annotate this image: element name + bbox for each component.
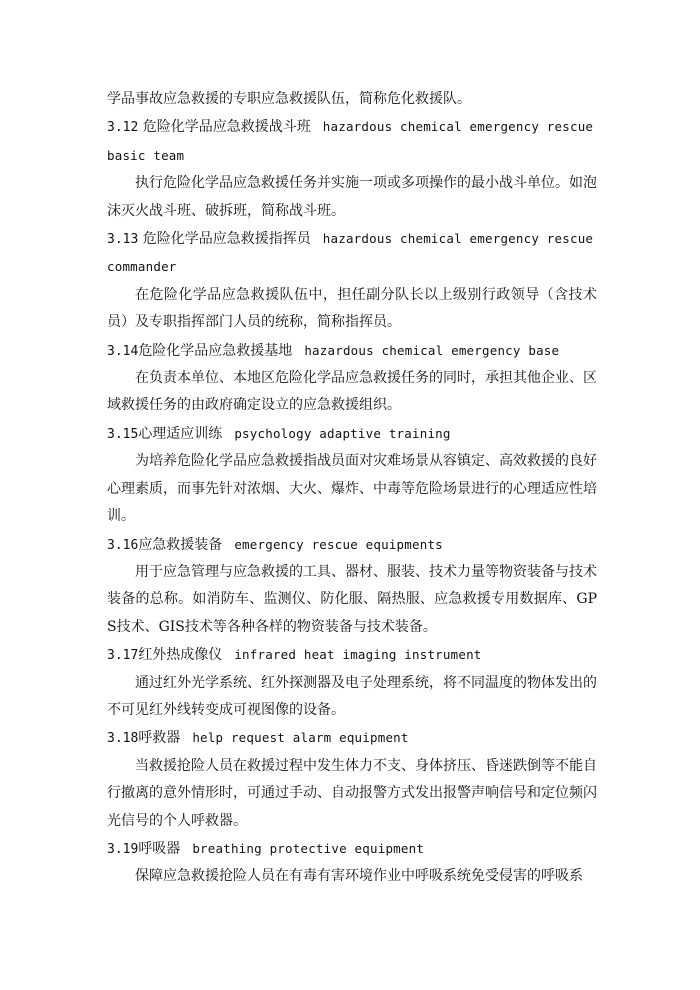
term-definition: 通过红外光学系统、红外探测器及电子处理系统，将不同温度的物体发出的不可见红外线转变成可视图像的设备。 bbox=[107, 674, 597, 718]
term-definition: 当救援抢险人员在救援过程中发生体力不支、身体挤压、昏迷跌倒等不能自行撤离的意外情形时，可通过手动、自动报警方式发出报警声响信号和定位频闪光信号的个人呼救器。 bbox=[107, 757, 597, 829]
term-english: hazardous chemical emergency rescue commander bbox=[107, 231, 594, 275]
term-chinese: 心理适应训练 bbox=[138, 425, 223, 442]
term-chinese: 呼救器 bbox=[138, 730, 181, 747]
term-heading bbox=[107, 641, 597, 669]
term-definition: 在负责本单位、本地区危险化学品应急救援任务的同时，承担其他企业、区域救援任务的由政府确定设立的应急救援组织。 bbox=[107, 370, 597, 414]
term-definition: 保障应急救援抢险人员在有毒有害环境作业中呼吸系统免受侵害的呼吸系 bbox=[135, 868, 583, 885]
term-number: 3.12 bbox=[107, 120, 139, 136]
term-english: infrared heat imaging instrument bbox=[234, 647, 482, 663]
term-3-17 bbox=[107, 641, 597, 724]
term-english: help request alarm equipment bbox=[192, 730, 409, 746]
term-3-13 bbox=[107, 225, 597, 337]
term-heading bbox=[107, 724, 597, 752]
term-heading bbox=[107, 835, 597, 863]
term-3-16 bbox=[107, 531, 597, 642]
term-definition: 执行危险化学品应急救援任务并实施一项或多项操作的最小战斗单位。如泡沫灭火战斗班、破拆班，简称战斗班。 bbox=[107, 175, 597, 219]
term-english: hazardous chemical emergency base bbox=[304, 342, 560, 358]
term-heading bbox=[107, 113, 597, 170]
term-3-19 bbox=[107, 835, 597, 891]
term-3-12 bbox=[107, 113, 597, 225]
term-heading bbox=[107, 225, 597, 282]
term-3-18 bbox=[107, 724, 597, 835]
term-number: 3.18 bbox=[107, 731, 139, 747]
term-english: psychology adaptive training bbox=[234, 425, 451, 441]
term-definition: 用于应急管理与应急救援的工具、器材、服装、技术力量等物资装备与技术装备的总称。如消防车、监测仪、防化服、隔热服、应急救援专用数据库、GPS技术、GIS技术等各种各样的物资装备与技术装备。 bbox=[107, 563, 597, 635]
term-number: 3.19 bbox=[107, 841, 139, 857]
term-chinese: 红外热成像仪 bbox=[138, 647, 223, 664]
term-english: breathing protective equipment bbox=[192, 840, 425, 856]
term-chinese: 呼吸器 bbox=[138, 840, 181, 857]
term-english: emergency rescue equipments bbox=[234, 536, 443, 552]
term-heading bbox=[107, 337, 597, 365]
term-definition: 为培养危险化学品应急救援指战员面对灾难场景从容镇定、高效救援的良好心理素质，而事先针对浓烟、大火、爆炸、中毒等危险场景进行的心理适应性培训。 bbox=[107, 453, 597, 525]
term-number: 3.15 bbox=[107, 426, 139, 442]
term-definition: 在危险化学品应急救援队伍中，担任副分队长以上级别行政领导（含技术员）及专职指挥部门人员的统称，简称指挥员。 bbox=[107, 286, 597, 331]
term-number: 3.14 bbox=[107, 343, 139, 359]
document-page bbox=[107, 86, 597, 891]
term-heading bbox=[107, 420, 597, 448]
lead-paragraph: 学品事故应急救援的专职应急救援队伍，简称危化救援队。 bbox=[107, 91, 471, 107]
term-chinese: 危险化学品应急救援指挥员 bbox=[138, 231, 311, 248]
term-heading bbox=[107, 531, 597, 559]
term-chinese: 危险化学品应急救援基地 bbox=[138, 342, 293, 359]
term-number: 3.17 bbox=[107, 648, 139, 664]
term-3-15 bbox=[107, 420, 597, 531]
term-chinese: 应急救援装备 bbox=[138, 536, 223, 553]
term-chinese: 危险化学品应急救援战斗班 bbox=[138, 119, 311, 136]
term-3-14 bbox=[107, 337, 597, 420]
term-number: 3.16 bbox=[107, 537, 139, 553]
term-english: hazardous chemical emergency rescue basic team bbox=[107, 119, 594, 163]
term-number: 3.13 bbox=[107, 232, 139, 248]
